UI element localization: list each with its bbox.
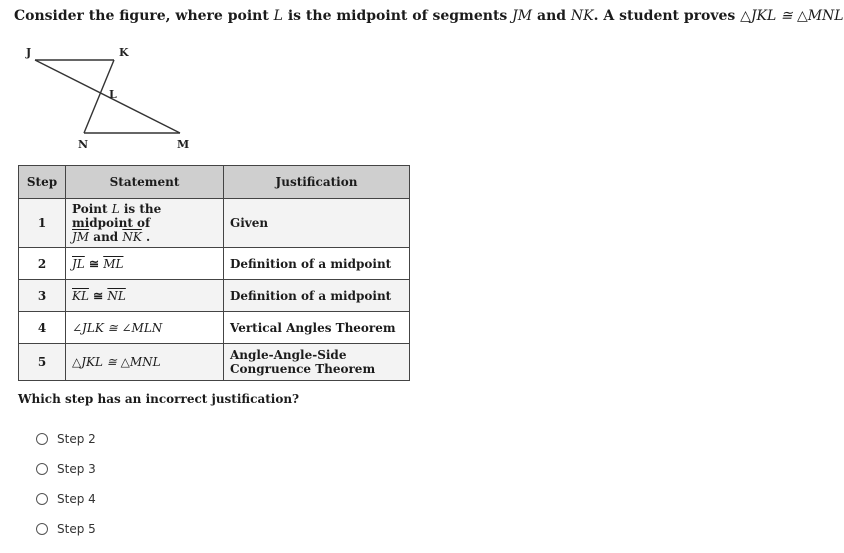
segment-jm [35, 60, 180, 133]
choice-step-2[interactable] [36, 424, 96, 454]
prompt-and: and [532, 8, 571, 24]
label-m: M [177, 138, 190, 151]
header-row [19, 166, 410, 199]
statement-var: L [111, 202, 120, 216]
statement-mid: is the midpoint of [72, 202, 162, 230]
statement-a: $\overline{JL}$ [72, 256, 85, 271]
statement-cell: △JKL ≅ △MNL [66, 344, 224, 381]
label-j: J [26, 46, 32, 59]
choice-label: Step 2 [57, 432, 96, 446]
step-number: 2 [19, 248, 66, 280]
step-number: 4 [19, 312, 66, 344]
table-row [19, 312, 410, 344]
choice-label: Step 3 [57, 462, 96, 476]
step-number: 3 [19, 280, 66, 312]
question-prompt [14, 8, 844, 24]
statement-cell [66, 248, 224, 280]
justification-cell: Angle-Angle-Side Congruence Theorem [224, 344, 410, 381]
table-row [19, 344, 410, 381]
table-row [19, 248, 410, 280]
justification-cell: Definition of a midpoint [224, 280, 410, 312]
prompt-point: L [273, 8, 283, 24]
label-l: L [109, 88, 117, 101]
justification-cell: Vertical Angles Theorem [224, 312, 410, 344]
step-number: 1 [19, 199, 66, 248]
statement-b: $\overline{NL}$ [107, 288, 126, 303]
statement-and: and [89, 230, 123, 244]
answer-choices [36, 424, 96, 544]
step-number: 5 [19, 344, 66, 381]
statement-b: $\overline{ML}$ [103, 256, 124, 271]
statement-seg2: $\overline{NK}$ [122, 230, 142, 244]
radio-icon[interactable] [36, 433, 48, 445]
header-statement: Statement [66, 166, 224, 199]
label-k: K [119, 46, 129, 59]
justification-cell: Definition of a midpoint [224, 248, 410, 280]
statement-pre: Point [72, 202, 112, 216]
prompt-intro: Consider the figure, where point [14, 8, 274, 24]
prompt-mid2: . A student proves [593, 8, 741, 24]
header-step: Step [19, 166, 66, 199]
table-row [19, 199, 410, 248]
label-n: N [78, 138, 89, 151]
statement-end: . [141, 230, 151, 244]
choice-step-5[interactable] [36, 514, 96, 544]
prompt-seg1: JM [512, 8, 533, 24]
radio-icon[interactable] [36, 493, 48, 505]
table-row [19, 280, 410, 312]
choice-step-4[interactable] [36, 484, 96, 514]
statement-cell: ∠JLK ≅ ∠MLN [66, 312, 224, 344]
statement-rel: ≅ [84, 256, 104, 271]
radio-icon[interactable] [36, 523, 48, 535]
question-text: Which step has an incorrect justification? [18, 392, 300, 406]
justification-cell: Given [224, 199, 410, 248]
prompt-mid1: is the midpoint of segments [282, 8, 513, 24]
prompt-claim: △JKL ≅ △MNL [740, 8, 844, 24]
choice-step-3[interactable] [36, 454, 96, 484]
choice-label: Step 5 [57, 522, 96, 536]
geometry-figure [18, 40, 208, 160]
radio-icon[interactable] [36, 463, 48, 475]
statement-seg1: $\overline{JM}$ [72, 230, 90, 244]
header-justification: Justification [224, 166, 410, 199]
proof-table [18, 165, 410, 381]
statement-cell [66, 280, 224, 312]
choice-label: Step 4 [57, 492, 96, 506]
statement-rel: ≅ [88, 288, 108, 303]
prompt-seg2: NK [570, 8, 594, 24]
statement-cell [66, 199, 224, 248]
statement-a: $\overline{KL}$ [72, 288, 89, 303]
